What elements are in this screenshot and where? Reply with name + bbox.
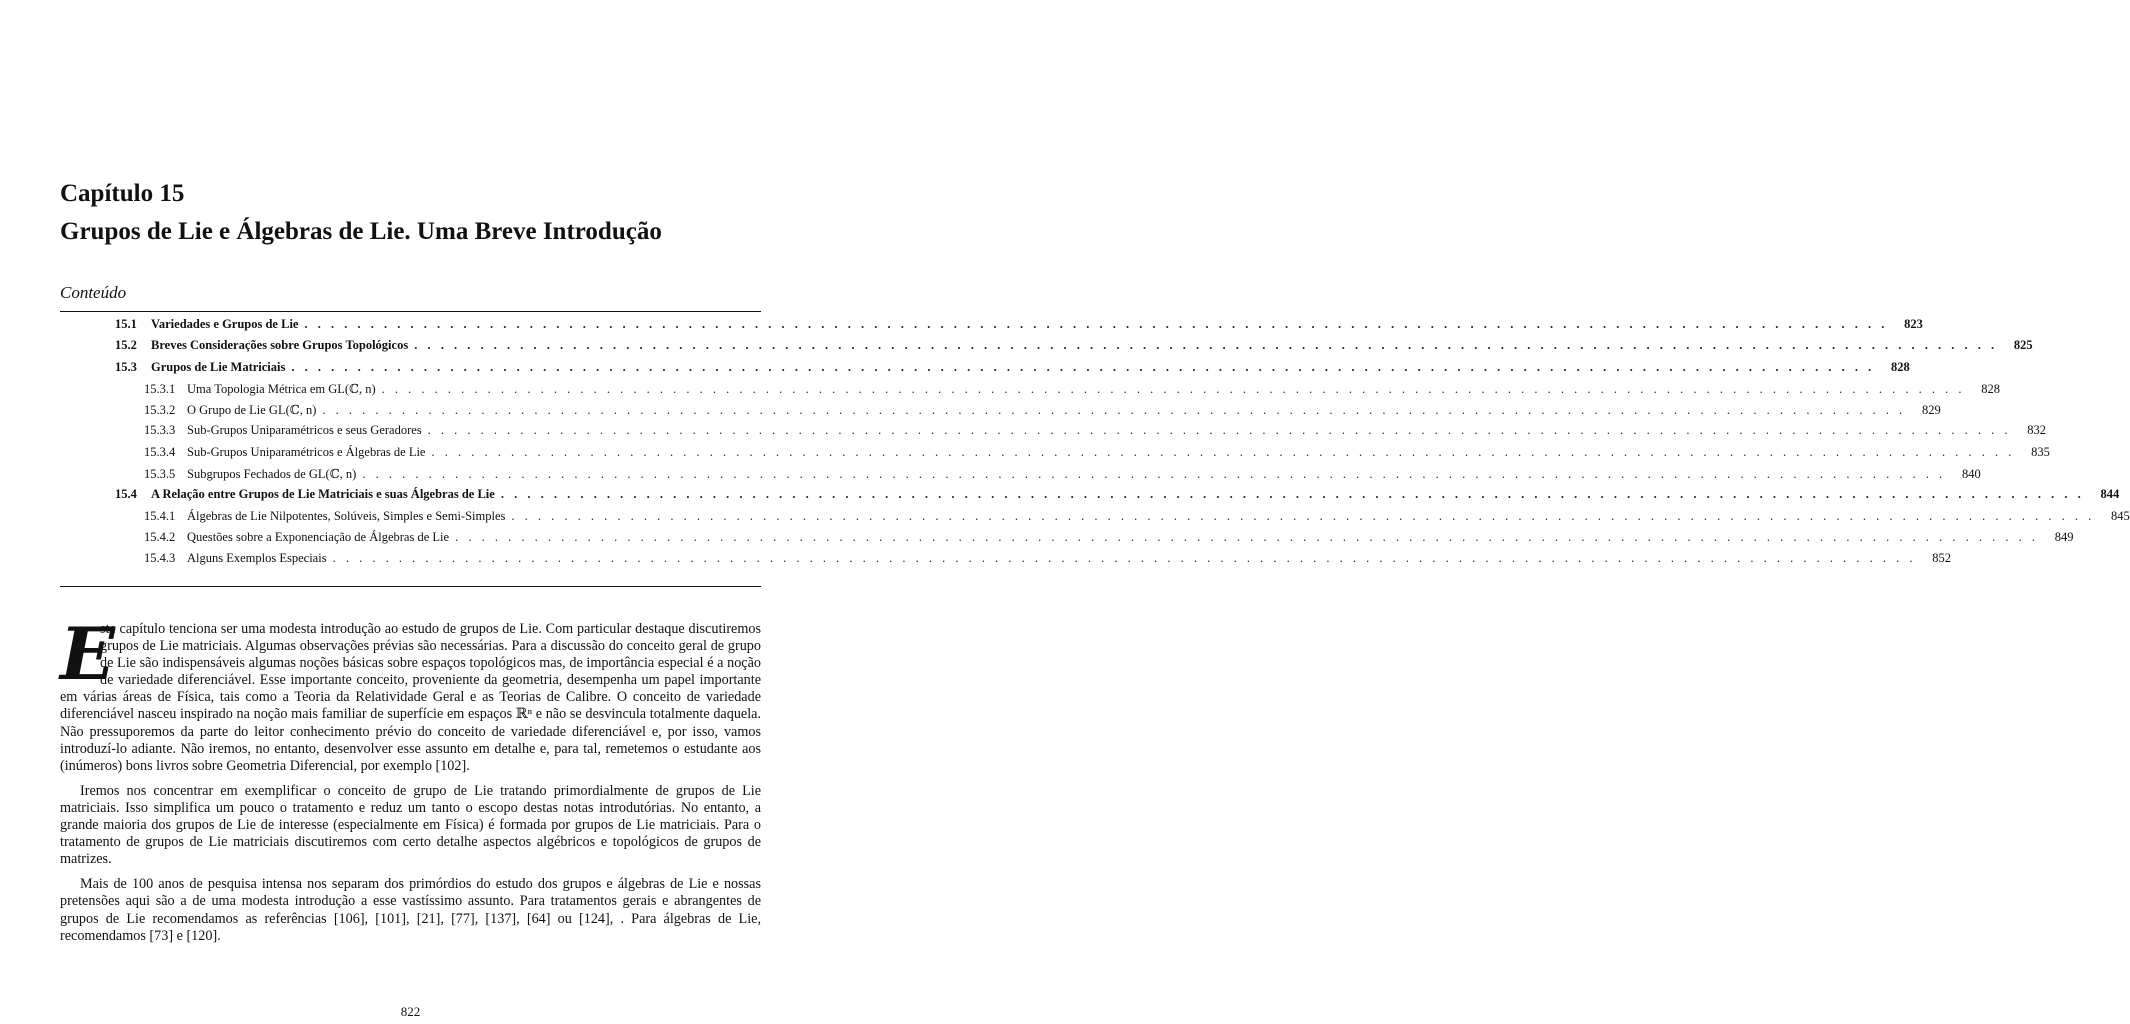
toc-leader-dots: . . . . . . . . . . . . . . . . . . . . . . . . . . . . . . . . . . . . . . . . . . . . . . . . . . . . . . . . . . . . . . . . . . . . . . . . . . . . . . . . . . . . . . . . . . . . . . . . . . . . . . . . . . . . . . . . . . . . . . . . [427,423,2012,438]
contents-heading: Conteúdo [60,283,127,302]
toc-entry-title: Uma Topologia Métrica em GL(ℂ, n) [187,381,376,396]
toc-entry[interactable] [115,466,1981,487]
toc-entry[interactable] [115,508,2130,530]
toc-entry-title: A Relação entre Grupos de Lie Matriciais e suas Álgebras de Lie [151,487,495,502]
toc-entry-title: O Grupo de Lie GL(ℂ, n) [187,403,317,418]
toc-entry-number: 15.3.1 [144,381,176,396]
toc-entry-page: 845 [2111,508,2130,523]
page-number: 822 [400,1004,421,1019]
drop-cap-letter: E [60,611,115,696]
toc-leader-dots: . . . . . . . . . . . . . . . . . . . . . . . . . . . . . . . . . . . . . . . . . . . . . . . . . . . . . . . . . . . . . . . . . . . . . . . . . . . . . . . . . . . . . . . . . . . . . . . . . . . . . . . . . . . . . . . . . . . . . . . . [381,381,1966,396]
toc-entry-page: 849 [2054,529,2074,544]
toc-entry-page: 852 [1932,551,1951,566]
toc-entry[interactable] [115,487,2120,508]
toc-entry-number: 15.3 [115,359,137,374]
toc-entry-page: 832 [2027,423,2047,438]
toc-leader-dots: . . . . . . . . . . . . . . . . . . . . . . . . . . . . . . . . . . . . . . . . . . . . . . . . . . . . . . . . . . . . . . . . . . . . . . . . . . . . . . . . . . . . . . . . . . . . . . . . . . . . . . . . . . . . . . . . . . . . . . . . [362,467,1946,482]
table-of-contents [115,317,2130,573]
toc-entry-number: 15.4 [115,487,137,502]
toc-leader-dots: . . . . . . . . . . . . . . . . . . . . . . . . . . . . . . . . . . . . . . . . . . . . . . . . . . . . . . . . . . . . . . . . . . . . . . . . . . . . . . . . . . . . . . . . . . . . . . . . . . . . . . . . . . . . . . . . . . . . . . . . [431,444,2015,459]
toc-entry-number: 15.1 [115,317,137,331]
toc-entry-page: 835 [2031,444,2050,459]
paragraph-2: Iremos nos concentrar em exemplificar o conceito de grupo de Lie tratando primordialmente de grupos de Lie matriciais. Isso simplifica um pouco o tratamento e reduz um tanto o escopo destas notas introdutórias. No entanto, a grande maioria dos grupos de Lie de interesse (especialmente em Física) é formada por grupos de Lie matriciais. Para o tratamento de grupos de Lie matriciais discutiremos com certo detalhe aspectos algébricos e topológicos de grupos de matrizes. [60,782,761,868]
toc-entry[interactable] [115,402,1941,423]
toc-bottom-rule [60,586,761,587]
toc-entry-number: 15.3.2 [144,403,176,418]
toc-entry-title: Subgrupos Fechados de GL(ℂ, n) [187,467,357,482]
chapter-number: Capítulo 15 [60,180,185,207]
toc-entry-number: 15.2 [115,338,137,353]
paragraph-3: Mais de 100 anos de pesquisa intensa nos separam dos primórdios do estudo dos grupos e álgebras de Lie e nossas pretensões aqui são a de uma modesta introdução a esse vastíssimo assunto. Para tratamentos gerais e abrangentes de grupos de Lie recomendamos as referências [106], [101], [21], [77], [137], [64] ou [124], . Para álgebras de Lie, recomendamos [73] e [120]. [60,876,761,944]
toc-entry-title: Sub-Grupos Uniparamétricos e seus Geradores [187,423,422,438]
toc-entry-page: 829 [1921,403,1941,418]
toc-entry-title: Questões sobre a Exponenciação de Álgebras de Lie [187,529,450,544]
toc-entry[interactable] [115,444,2050,466]
toc-entry[interactable] [115,338,2033,359]
toc-entry[interactable] [115,381,2001,402]
toc-top-rule [60,311,761,312]
toc-entry-number: 15.4.1 [144,508,176,523]
toc-leader-dots: . . . . . . . . . . . . . . . . . . . . . . . . . . . . . . . . . . . . . . . . . . . . . . . . . . . . . . . . . . . . . . . . . . . . . . . . . . . . . . . . . . . . . . . . . . . . . . . . . . . . . . . . . . . . . . . . . . . . . . . . [304,317,1888,331]
chapter-body [60,611,761,953]
toc-leader-dots: . . . . . . . . . . . . . . . . . . . . . . . . . . . . . . . . . . . . . . . . . . . . . . . . . . . . . . . . . . . . . . . . . . . . . . . . . . . . . . . . . . . . . . . . . . . . . . . . . . . . . . . . . . . . . . . . . . . . . . . . [455,529,2039,544]
toc-entry-number: 15.3.4 [144,444,176,459]
chapter-title: Grupos de Lie e Álgebras de Lie. Uma Breve Introdução [60,218,662,245]
paragraph-1-text: ste capítulo tenciona ser uma modesta introdução ao estudo de grupos de Lie. Com particular destaque discutiremos grupos de Lie matriciais. Algumas observações prévias são necessárias. Para a discussão do conceito geral de grupo de Lie são indispensáveis algumas noções básicas sobre espaços topológicos mas, de importância especial é a noção de variedade diferenciável. Esse importante conceito, proveniente da geometria, desempenha um papel importante em várias áreas de Física, tais como a Teoria da Relatividade Geral e as Teorias de Calibre. O conceito de variedade diferenciável nasceu inspirado na noção mais familiar de superfície em espaços ℝⁿ e não se desvincula totalmente daquela. Não pressuporemos da parte do leitor conhecimento prévio do conceito de variedade diferenciável e, por isso, vamos introduzí-lo adiante. Não iremos, no entanto, desenvolver esse assunto em detalhe e, para tal, remetemos o estudante aos (inúmeros) bons livros sobre Geometria Diferencial, por exemplo [102]. [60,621,761,774]
toc-entry-page: 823 [1904,317,1923,331]
toc-entry-title: Sub-Grupos Uniparamétricos e Álgebras de Lie [187,444,426,459]
toc-leader-dots: . . . . . . . . . . . . . . . . . . . . . . . . . . . . . . . . . . . . . . . . . . . . . . . . . . . . . . . . . . . . . . . . . . . . . . . . . . . . . . . . . . . . . . . . . . . . . . . . . . . . . . . . . . . . . . . . . . . . . . . . [500,487,2085,502]
document-page [60,0,2130,1024]
toc-entry-page: 840 [1961,467,1981,482]
toc-leader-dots: . . . . . . . . . . . . . . . . . . . . . . . . . . . . . . . . . . . . . . . . . . . . . . . . . . . . . . . . . . . . . . . . . . . . . . . . . . . . . . . . . . . . . . . . . . . . . . . . . . . . . . . . . . . . . . . . . . . . . . . . [332,551,1916,566]
toc-entry[interactable] [115,529,2074,551]
toc-entry-number: 15.4.3 [144,551,176,566]
toc-entry[interactable] [115,359,1910,381]
toc-entry[interactable] [115,317,1923,338]
toc-entry-title: Grupos de Lie Matriciais [151,359,286,374]
toc-entry-page: 825 [2013,338,2033,353]
toc-entry-page: 844 [2100,487,2120,502]
toc-entry-number: 15.3.3 [144,423,176,438]
toc-leader-dots: . . . . . . . . . . . . . . . . . . . . . . . . . . . . . . . . . . . . . . . . . . . . . . . . . . . . . . . . . . . . . . . . . . . . . . . . . . . . . . . . . . . . . . . . . . . . . . . . . . . . . . . . . . . . . . . . . . . . . . . . [291,359,1875,374]
toc-leader-dots: . . . . . . . . . . . . . . . . . . . . . . . . . . . . . . . . . . . . . . . . . . . . . . . . . . . . . . . . . . . . . . . . . . . . . . . . . . . . . . . . . . . . . . . . . . . . . . . . . . . . . . . . . . . . . . . . . . . . . . . . [322,403,1906,418]
toc-entry-title: Variedades e Grupos de Lie [151,317,299,331]
toc-entry-page: 828 [1891,359,1910,374]
toc-entry[interactable] [115,551,1951,572]
toc-leader-dots: . . . . . . . . . . . . . . . . . . . . . . . . . . . . . . . . . . . . . . . . . . . . . . . . . . . . . . . . . . . . . . . . . . . . . . . . . . . . . . . . . . . . . . . . . . . . . . . . . . . . . . . . . . . . . . . . . . . . . . . . [511,508,2095,523]
toc-entry-title: Alguns Exemplos Especiais [187,551,327,566]
toc-entry-title: Álgebras de Lie Nilpotentes, Solúveis, Simples e Semi-Simples [187,508,506,523]
toc-leader-dots: . . . . . . . . . . . . . . . . . . . . . . . . . . . . . . . . . . . . . . . . . . . . . . . . . . . . . . . . . . . . . . . . . . . . . . . . . . . . . . . . . . . . . . . . . . . . . . . . . . . . . . . . . . . . . . . . . . . . . . . . [414,338,1998,353]
toc-entry-title: Breves Considerações sobre Grupos Topológicos [151,338,409,353]
paragraph-1 [60,611,761,775]
toc-entry-number: 15.4.2 [144,529,176,544]
toc-entry[interactable] [115,423,2047,444]
toc-entry-page: 828 [1981,381,2001,396]
toc-entry-number: 15.3.5 [144,467,176,482]
